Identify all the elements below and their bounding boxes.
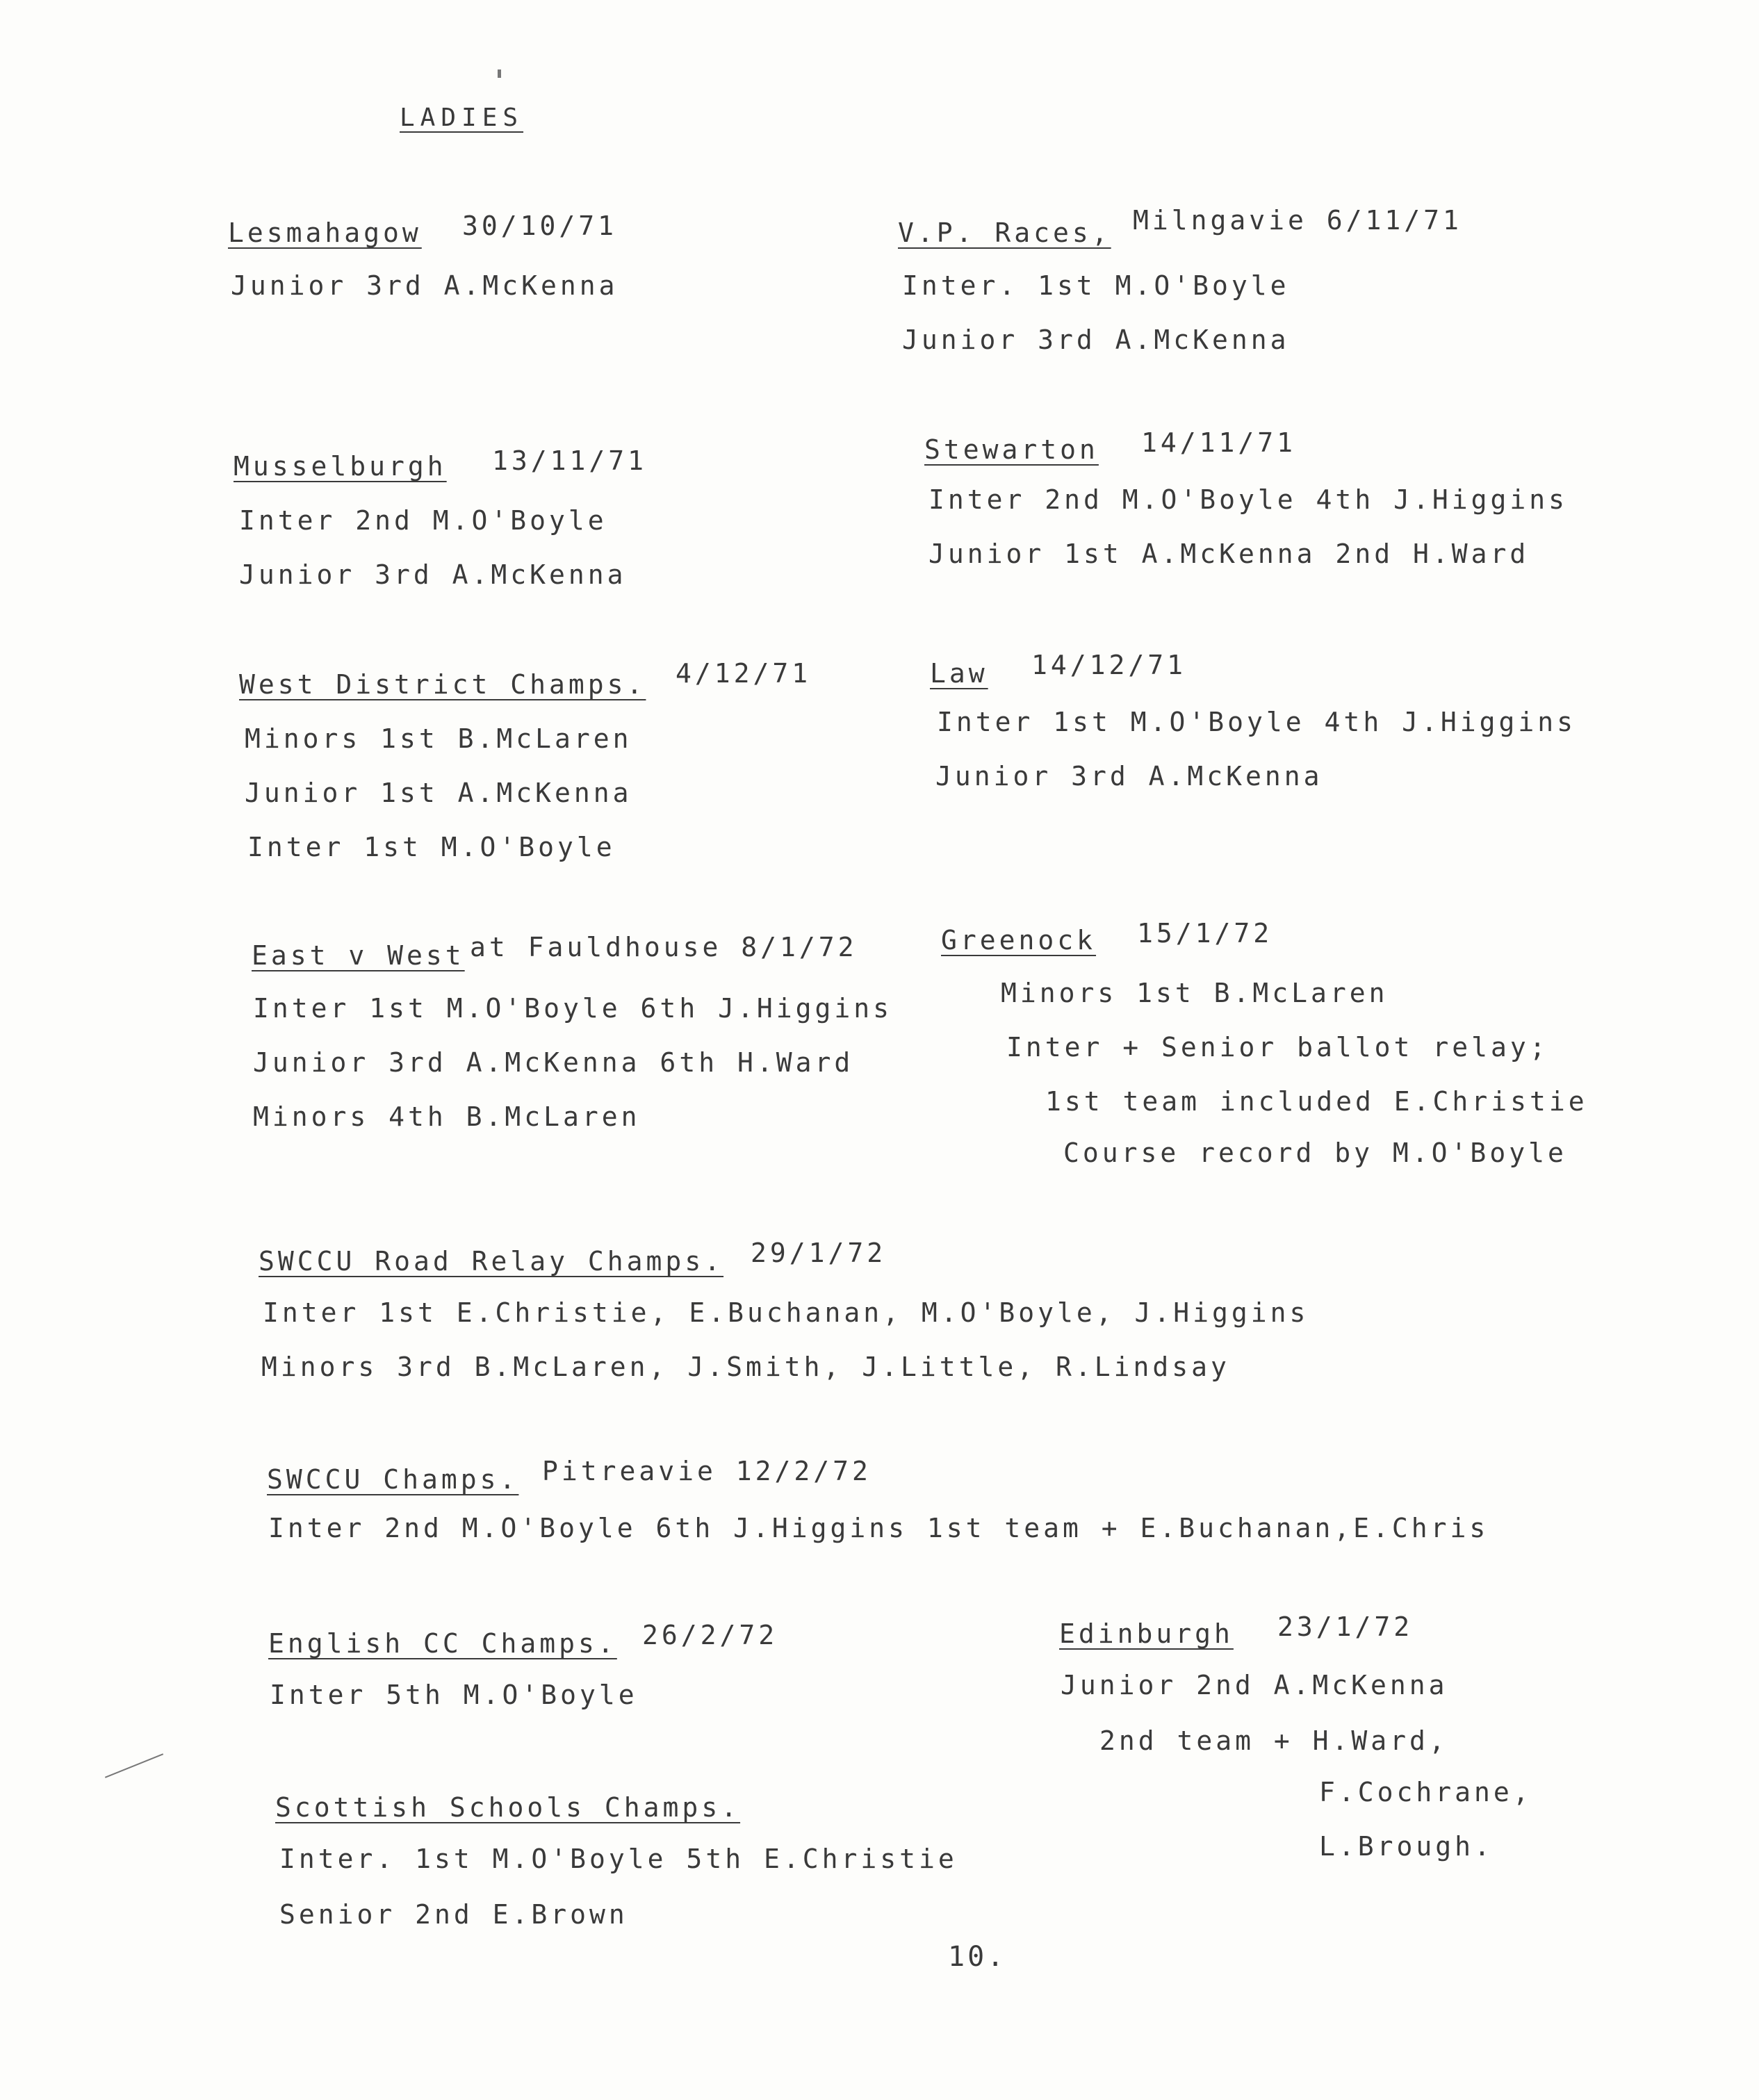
swccu-relay-date: 29/1/72 bbox=[751, 1238, 887, 1268]
swccu-relay-result-line: Inter 1st E.Christie, E.Buchanan, M.O'Boyle, J.Higgins bbox=[263, 1297, 1309, 1328]
law-heading: Law bbox=[930, 658, 988, 689]
page-title: LADIES bbox=[400, 104, 524, 132]
east-v-west-result-line: Inter 1st M.O'Boyle 6th J.Higgins bbox=[253, 993, 892, 1024]
pen-stroke bbox=[105, 1753, 163, 1778]
english-cc-result-line: Inter 5th M.O'Boyle bbox=[270, 1680, 638, 1710]
stewarton-date: 14/11/71 bbox=[1141, 427, 1297, 458]
greenock-heading: Greenock bbox=[941, 925, 1097, 955]
law-result-line: Inter 1st M.O'Boyle 4th J.Higgins bbox=[937, 707, 1576, 737]
musselburgh-date: 13/11/71 bbox=[492, 445, 648, 476]
east-v-west-result-line: Minors 4th B.McLaren bbox=[253, 1101, 641, 1132]
west-district-heading: West District Champs. bbox=[239, 669, 646, 700]
greenock-result-line: 1st team included E.Christie bbox=[1045, 1086, 1588, 1117]
musselburgh-result-line: Junior 3rd A.McKenna bbox=[239, 559, 627, 590]
swccu-champs-heading: SWCCU Champs. bbox=[267, 1464, 519, 1495]
page-number: 10. bbox=[948, 1941, 1007, 1973]
musselburgh-heading: Musselburgh bbox=[234, 451, 447, 482]
swccu-relay-result-line: Minors 3rd B.McLaren, J.Smith, J.Little, R.Lindsay bbox=[261, 1352, 1230, 1382]
east-v-west-result-line: Junior 3rd A.McKenna 6th H.Ward bbox=[253, 1047, 854, 1078]
west-district-result-line: Inter 1st M.O'Boyle bbox=[247, 832, 616, 862]
vp-races-heading: V.P. Races, bbox=[898, 218, 1111, 248]
west-district-result-line: Minors 1st B.McLaren bbox=[245, 723, 632, 754]
edinburgh-heading: Edinburgh bbox=[1059, 1618, 1234, 1649]
musselburgh-result-line: Inter 2nd M.O'Boyle bbox=[239, 505, 607, 536]
edinburgh-result-line: Junior 2nd A.McKenna bbox=[1061, 1670, 1448, 1700]
scottish-schools-result-line: Inter. 1st M.O'Boyle 5th E.Christie bbox=[279, 1844, 958, 1874]
lesmahagow-heading: Lesmahagow bbox=[228, 218, 422, 248]
east-v-west-heading: East v West bbox=[252, 940, 465, 971]
edinburgh-date: 23/1/72 bbox=[1277, 1611, 1414, 1642]
west-district-result-line: Junior 1st A.McKenna bbox=[245, 778, 632, 808]
stewarton-result-line: Junior 1st A.McKenna 2nd H.Ward bbox=[928, 539, 1530, 569]
west-district-date: 4/12/71 bbox=[676, 658, 812, 689]
lesmahagow-result-line: Junior 3rd A.McKenna bbox=[231, 270, 619, 301]
lesmahagow-date: 30/10/71 bbox=[462, 211, 618, 241]
law-date: 14/12/71 bbox=[1031, 650, 1187, 680]
greenock-result-line: Course record by M.O'Boyle bbox=[1063, 1138, 1567, 1168]
east-v-west-venue-date: at Fauldhouse 8/1/72 bbox=[470, 932, 858, 962]
ink-speck bbox=[498, 69, 501, 78]
english-cc-date: 26/2/72 bbox=[642, 1620, 778, 1650]
scottish-schools-result-line: Senior 2nd E.Brown bbox=[279, 1899, 628, 1930]
edinburgh-result-line: L.Brough. bbox=[1319, 1831, 1494, 1862]
scottish-schools-heading: Scottish Schools Champs. bbox=[275, 1792, 741, 1823]
vp-races-result-line: Inter. 1st M.O'Boyle bbox=[902, 270, 1290, 301]
edinburgh-result-line: F.Cochrane, bbox=[1319, 1777, 1532, 1807]
swccu-champs-venue-date: Pitreavie 12/2/72 bbox=[542, 1456, 872, 1486]
greenock-date: 15/1/72 bbox=[1137, 918, 1273, 949]
english-cc-heading: English CC Champs. bbox=[268, 1628, 617, 1659]
vp-races-venue-date: Milngavie 6/11/71 bbox=[1133, 205, 1462, 236]
swccu-relay-heading: SWCCU Road Relay Champs. bbox=[259, 1246, 724, 1277]
stewarton-result-line: Inter 2nd M.O'Boyle 4th J.Higgins bbox=[928, 484, 1568, 515]
edinburgh-result-line: 2nd team + H.Ward, bbox=[1099, 1725, 1448, 1756]
swccu-champs-result-line: Inter 2nd M.O'Boyle 6th J.Higgins 1st team + E.Buchanan,E.Chris bbox=[268, 1513, 1489, 1543]
law-result-line: Junior 3rd A.McKenna bbox=[935, 761, 1323, 791]
stewarton-heading: Stewarton bbox=[924, 434, 1099, 465]
greenock-result-line: Inter + Senior ballot relay; bbox=[1006, 1032, 1549, 1063]
vp-races-result-line: Junior 3rd A.McKenna bbox=[902, 325, 1290, 355]
greenock-result-line: Minors 1st B.McLaren bbox=[1001, 978, 1389, 1008]
